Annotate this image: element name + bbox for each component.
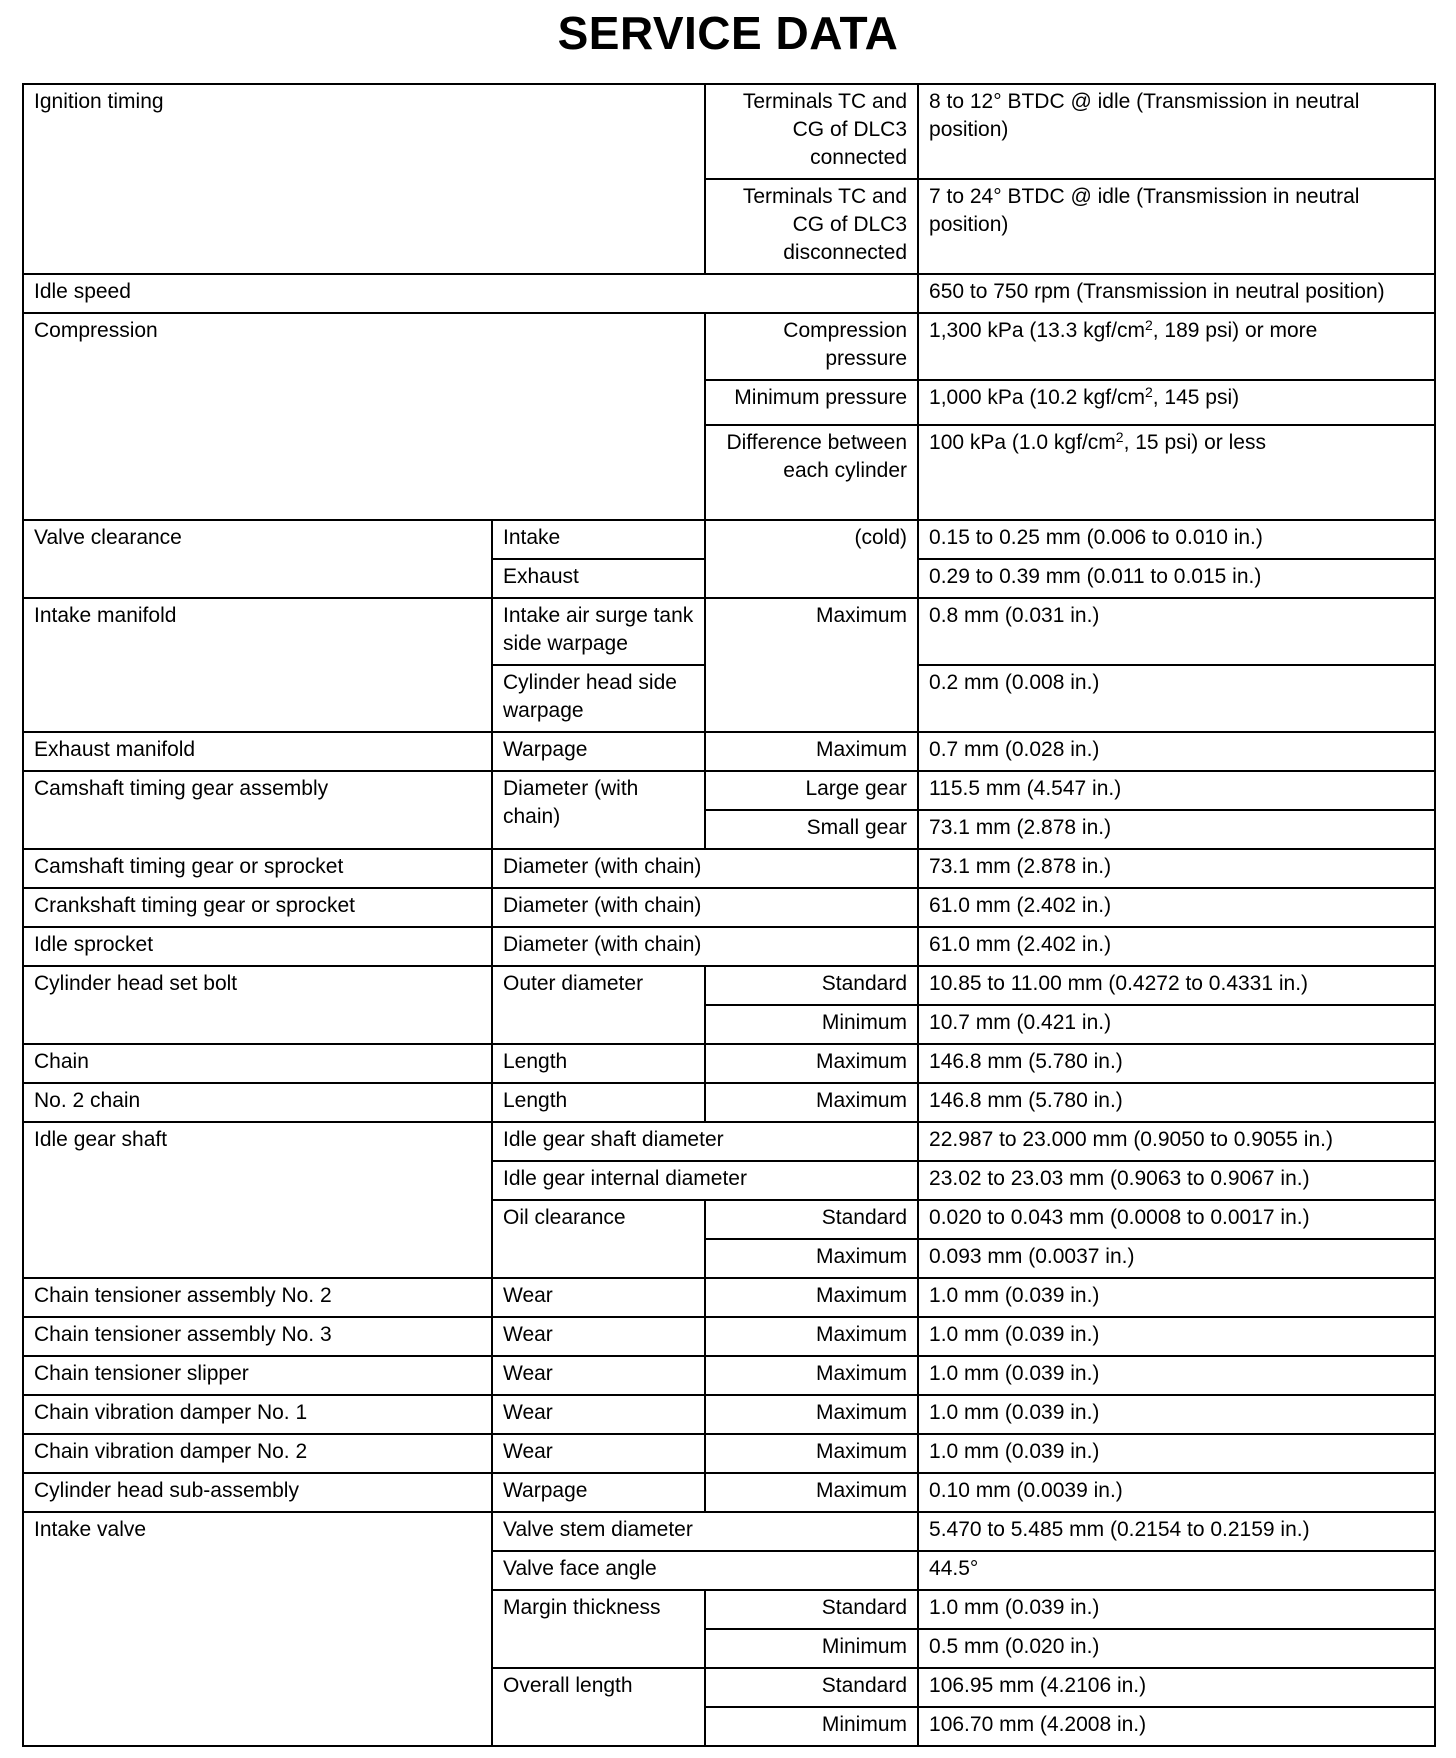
table-row [23,1512,1435,1551]
part-cell: Wear [492,1356,705,1395]
part-cell: Exhaust [492,559,705,598]
part-cell: Valve face angle [492,1551,918,1590]
value-cell: 10.85 to 11.00 mm (0.4272 to 0.4331 in.) [918,966,1435,1005]
item-intake-valve: Intake valve [23,1512,492,1746]
item-cell: Chain tensioner assembly No. 2 [23,1278,492,1317]
item-intake-manifold: Intake manifold [23,598,492,732]
value-cell: 44.5° [918,1551,1435,1590]
value-cell: 106.95 mm (4.2106 in.) [918,1668,1435,1707]
condition-cell: Minimum pressure [705,380,918,425]
table-row [23,849,1435,888]
item-exhaust-manifold: Exhaust manifold [23,732,492,771]
part-cell: Length [492,1044,705,1083]
item-chain: Chain [23,1044,492,1083]
condition-cell: Minimum [705,1629,918,1668]
condition-cell: Maximum [705,1356,918,1395]
table-row [23,1044,1435,1083]
part-cell: Warpage [492,1473,705,1512]
condition-cell: Minimum [705,1005,918,1044]
condition-cell: Maximum [705,1473,918,1512]
part-cell: Diameter (with chain) [492,927,918,966]
value-cell: 0.8 mm (0.031 in.) [918,598,1435,665]
value-cell: 73.1 mm (2.878 in.) [918,810,1435,849]
part-cell: Diameter (with chain) [492,849,918,888]
item-ignition-timing: Ignition timing [23,84,705,274]
item-camshaft-gear-assembly: Camshaft timing gear assembly [23,771,492,849]
part-cell: Idle gear internal diameter [492,1161,918,1200]
value-cell: 115.5 mm (4.547 in.) [918,771,1435,810]
value-cell: 8 to 12° BTDC @ idle (Transmission in neutral position) [918,84,1435,179]
part-cell: Wear [492,1434,705,1473]
value-cell: 23.02 to 23.03 mm (0.9063 to 0.9067 in.) [918,1161,1435,1200]
table-row [23,84,1435,179]
value-cell: 5.470 to 5.485 mm (0.2154 to 0.2159 in.) [918,1512,1435,1551]
condition-cell: Maximum [705,1239,918,1278]
item-head-sub-assembly: Cylinder head sub-assembly [23,1473,492,1512]
table-row [23,520,1435,559]
value-cell: 22.987 to 23.000 mm (0.9050 to 0.9055 in.) [918,1122,1435,1161]
value-cell: 106.70 mm (4.2008 in.) [918,1707,1435,1746]
condition-cell: Maximum [705,1317,918,1356]
value-cell: 0.020 to 0.043 mm (0.0008 to 0.0017 in.) [918,1200,1435,1239]
value-cell: 100 kPa (1.0 kgf/$cm^2$, 15 psi) or less [918,425,1435,520]
service-data-table [22,83,1436,1747]
value-cell: 10.7 mm (0.421 in.) [918,1005,1435,1044]
part-cell: Cylinder head side warpage [492,665,705,732]
part-cell: Diameter (with chain) [492,771,705,849]
part-cell: Overall length [492,1668,705,1746]
condition-cell: Compression pressure [705,313,918,380]
part-cell: Wear [492,1395,705,1434]
value-cell: 61.0 mm (2.402 in.) [918,888,1435,927]
condition-cell: Maximum [705,732,918,771]
part-cell: Valve stem diameter [492,1512,918,1551]
item-cell: Chain tensioner assembly No. 3 [23,1317,492,1356]
value-cell: 146.8 mm (5.780 in.) [918,1044,1435,1083]
value-cell: 0.093 mm (0.0037 in.) [918,1239,1435,1278]
item-idle-gear-shaft: Idle gear shaft [23,1122,492,1278]
condition-cell: Large gear [705,771,918,810]
part-cell: Intake [492,520,705,559]
value-cell: 146.8 mm (5.780 in.) [918,1083,1435,1122]
value-cell: 0.10 mm (0.0039 in.) [918,1473,1435,1512]
condition-cell: Standard [705,1668,918,1707]
value-cell: 0.7 mm (0.028 in.) [918,732,1435,771]
value-cell: 61.0 mm (2.402 in.) [918,927,1435,966]
part-cell: Wear [492,1278,705,1317]
table-row [23,1395,1435,1434]
item-cell: Chain vibration damper No. 2 [23,1434,492,1473]
table-row [23,732,1435,771]
value-cell: 1,000 kPa (10.2 kgf/$cm^2$, 145 psi) [918,380,1435,425]
value-cell: 0.5 mm (0.020 in.) [918,1629,1435,1668]
value-cell: 0.29 to 0.39 mm (0.011 to 0.015 in.) [918,559,1435,598]
table-row [23,598,1435,665]
part-cell: Wear [492,1317,705,1356]
value-cell: 1.0 mm (0.039 in.) [918,1356,1435,1395]
part-cell: Diameter (with chain) [492,888,918,927]
table-row [23,927,1435,966]
condition-cell: Standard [705,966,918,1005]
page-title: SERVICE DATA [557,7,899,59]
condition-cell: Maximum [705,1434,918,1473]
value-cell: 650 to 750 rpm (Transmission in neutral position) [918,274,1435,313]
value-cell: 0.15 to 0.25 mm (0.006 to 0.010 in.) [918,520,1435,559]
condition-cell: Difference between each cylinder [705,425,918,520]
item-head-set-bolt: Cylinder head set bolt [23,966,492,1044]
table-row [23,274,1435,313]
part-cell: Length [492,1083,705,1122]
value-cell: 1.0 mm (0.039 in.) [918,1434,1435,1473]
condition-cell: Terminals TC and CG of DLC3 connected [705,84,918,179]
item-idle-speed: Idle speed [23,274,918,313]
table-row [23,1083,1435,1122]
table-row [23,966,1435,1005]
condition-cell: (cold) [705,520,918,598]
table-row [23,1278,1435,1317]
condition-cell: Minimum [705,1707,918,1746]
item-cell: Chain tensioner slipper [23,1356,492,1395]
table-row [23,1122,1435,1161]
part-cell: Oil clearance [492,1200,705,1278]
value-cell: 1.0 mm (0.039 in.) [918,1317,1435,1356]
condition-cell: Standard [705,1590,918,1629]
table-row [23,1356,1435,1395]
table-row [23,313,1435,380]
item-camshaft-sprocket: Camshaft timing gear or sprocket [23,849,492,888]
table-row [23,771,1435,810]
item-crankshaft-sprocket: Crankshaft timing gear or sprocket [23,888,492,927]
item-cell: Chain vibration damper No. 1 [23,1395,492,1434]
part-cell: Warpage [492,732,705,771]
part-cell: Outer diameter [492,966,705,1044]
condition-cell: Small gear [705,810,918,849]
value-cell: 1,300 kPa (13.3 kgf/$cm^2$, 189 psi) or more [918,313,1435,380]
condition-cell: Terminals TC and CG of DLC3 disconnected [705,179,918,274]
item-compression: Compression [23,313,705,520]
value-cell: 73.1 mm (2.878 in.) [918,849,1435,888]
table-row [23,888,1435,927]
condition-cell: Maximum [705,1395,918,1434]
table-row [23,1317,1435,1356]
table-row [23,1434,1435,1473]
item-valve-clearance: Valve clearance [23,520,492,598]
part-cell: Margin thickness [492,1590,705,1668]
value-cell: 7 to 24° BTDC @ idle (Transmission in neutral position) [918,179,1435,274]
condition-cell: Maximum [705,1044,918,1083]
value-cell: 0.2 mm (0.008 in.) [918,665,1435,732]
condition-cell: Maximum [705,598,918,732]
value-cell: 1.0 mm (0.039 in.) [918,1395,1435,1434]
item-no2-chain: No. 2 chain [23,1083,492,1122]
part-cell: Idle gear shaft diameter [492,1122,918,1161]
value-cell: 1.0 mm (0.039 in.) [918,1590,1435,1629]
condition-cell: Standard [705,1200,918,1239]
value-cell: 1.0 mm (0.039 in.) [918,1278,1435,1317]
item-idle-sprocket: Idle sprocket [23,927,492,966]
part-cell: Intake air surge tank side warpage [492,598,705,665]
table-row [23,1473,1435,1512]
condition-cell: Maximum [705,1278,918,1317]
condition-cell: Maximum [705,1083,918,1122]
